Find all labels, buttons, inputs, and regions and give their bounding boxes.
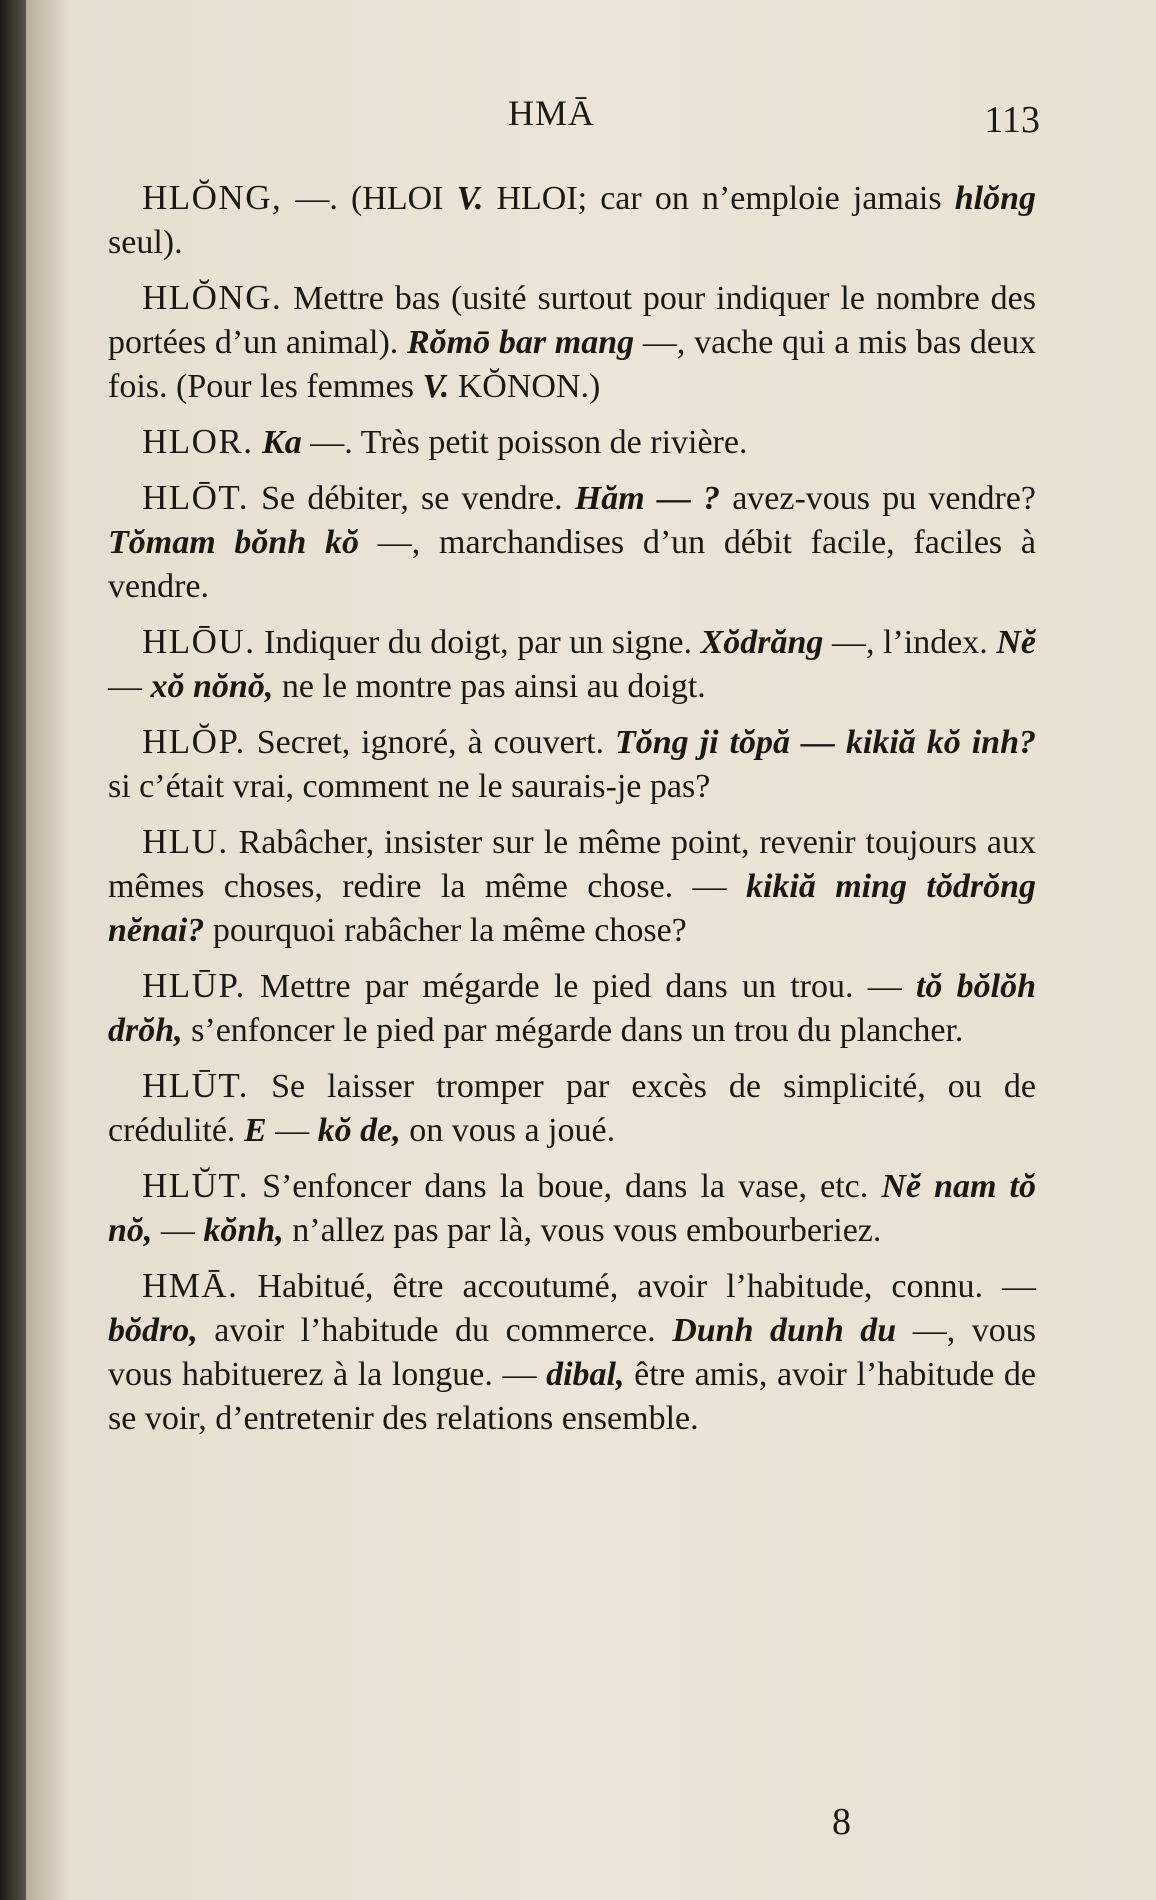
entry-headword: HLŎP. [142, 722, 246, 761]
entry-definition-text: Se laisser tromper par excès de simplicité, ou de crédulité. [108, 1068, 1036, 1149]
entry-definition-text: n’allez pas par là, vous vous embourberiez. [283, 1212, 882, 1249]
entry-definition-text: KŎNON.) [449, 368, 601, 405]
entry-example-italic: Xŏdrăng [700, 624, 824, 661]
entry-definition-text: Se débiter, se vendre. [248, 480, 575, 517]
entry-definition-text: Mettre bas (usité surtout pour indiquer le nombre des portées d’un animal). [108, 280, 1036, 361]
entry-example-italic: V. [456, 180, 484, 217]
page-number: 113 [984, 99, 1040, 141]
dictionary-entry [108, 820, 1036, 953]
entry-definition-text: Mettre par mégarde le pied dans un trou. — [245, 968, 916, 1005]
entry-headword: HLOR. [142, 422, 254, 461]
entry-definition-text: —. Très petit poisson de rivière. [301, 424, 748, 461]
entry-definition-text: HLOI; car on n’emploie jamais [483, 180, 955, 217]
entry-definition-text: Habitué, être accoutumé, avoir l’habitude, connu. — [238, 1268, 1036, 1305]
dictionary-entries [108, 176, 1036, 1452]
entry-example-italic: kikiă ming tŏdrŏng nĕnai? [108, 868, 1037, 949]
entry-definition-text: — [152, 1212, 204, 1249]
entry-example-italic: xŏ nŏnŏ, [150, 668, 274, 705]
entry-example-italic: bŏdro, [108, 1312, 198, 1349]
entry-definition-text: —. (HLOI [282, 180, 457, 217]
entry-example-italic: E [243, 1112, 267, 1149]
entry-definition-text: si c’était vrai, comment ne le saurais-je pas? [108, 768, 711, 805]
entry-definition-text: avez-vous pu vendre? [720, 480, 1036, 517]
entry-definition-text: —, marchandises d’un débit facile, faciles à vendre. [108, 524, 1036, 605]
entry-definition-text: —, vous vous habituerez à la longue. — [108, 1312, 1037, 1393]
entry-example-italic: Dunh dunh du [672, 1312, 897, 1349]
entry-definition-text: Rabâcher, insister sur le même point, revenir toujours aux mêmes choses, redire la même chose. — [108, 824, 1036, 905]
entry-definition-text: ne le montre pas ainsi au doigt. [273, 668, 706, 705]
entry-definition-text: avoir l’habitude du commerce. [197, 1312, 673, 1349]
entry-example-italic: Nĕ nam tŏ nŏ, [108, 1168, 1037, 1249]
dictionary-entry [108, 476, 1036, 609]
entry-headword: HLŎNG, [142, 178, 283, 217]
entry-example-italic: Nĕ [996, 624, 1036, 661]
entry-definition-text: —, l’index. [823, 624, 997, 661]
entry-example-italic: V. [422, 368, 450, 405]
entry-definition-text [254, 424, 263, 461]
entry-headword: HLU. [142, 822, 229, 861]
entry-example-italic: kŏ de, [317, 1112, 401, 1149]
entry-example-italic: Hăm — ? [574, 480, 721, 517]
entry-definition-text: —, vache qui a mis bas deux fois. (Pour les femmes [108, 324, 1036, 405]
entry-example-italic: tŏ bŏlŏh drŏh, [108, 968, 1036, 1049]
entry-headword: HLŌU. [142, 622, 256, 661]
entry-example-italic: Ka [262, 424, 302, 461]
entry-definition-text: — [108, 668, 151, 705]
entry-headword: HLŌT. [142, 478, 249, 517]
dictionary-entry [108, 1064, 1036, 1153]
entry-definition-text: — [266, 1112, 318, 1149]
entry-example-italic: Tŏmam bŏnh kŏ [108, 524, 360, 561]
dictionary-entry [108, 276, 1036, 409]
page-header [100, 92, 1040, 142]
entry-headword: HLŪT. [142, 1066, 249, 1105]
entry-definition-text: être amis, avoir l’habitude de se voir, d’entretenir des relations ensemble. [108, 1356, 1036, 1437]
dictionary-entry [108, 1164, 1036, 1253]
entry-headword: HLŎNG. [142, 278, 283, 317]
running-head: HMĀ [508, 93, 596, 133]
entry-example-italic: hlŏng [954, 180, 1036, 217]
entry-example-italic: Rŏmō bar mang [407, 324, 635, 361]
dictionary-entry [108, 1264, 1036, 1441]
entry-example-italic: kŏnh, [203, 1212, 284, 1249]
signature-number: 8 [832, 1801, 851, 1843]
entry-headword: HLŬT. [142, 1166, 249, 1205]
dictionary-entry [108, 176, 1036, 265]
book-gutter [0, 0, 26, 1900]
entry-headword: HLŪP. [142, 966, 246, 1005]
entry-definition-text: Secret, ignoré, à couvert. [245, 724, 615, 761]
entry-definition-text: pourquoi rabâcher la même chose? [204, 912, 687, 949]
dictionary-entry [108, 620, 1036, 709]
entry-example-italic: dibal, [546, 1356, 625, 1393]
dictionary-entry [108, 720, 1036, 809]
dictionary-entry [108, 964, 1036, 1053]
entry-definition-text: seul). [108, 224, 183, 261]
entry-definition-text: s’enfoncer le pied par mégarde dans un trou du plancher. [182, 1012, 964, 1049]
entry-definition-text: Indiquer du doigt, par un signe. [255, 624, 701, 661]
entry-definition-text: on vous a joué. [400, 1112, 616, 1149]
entry-definition-text: S’enfoncer dans la boue, dans la vase, etc. [248, 1168, 882, 1205]
dictionary-entry [108, 420, 1036, 465]
entry-headword: HMĀ. [142, 1266, 239, 1305]
entry-example-italic: Tŏng ji tŏpă — kikiă kŏ inh? [614, 724, 1036, 761]
